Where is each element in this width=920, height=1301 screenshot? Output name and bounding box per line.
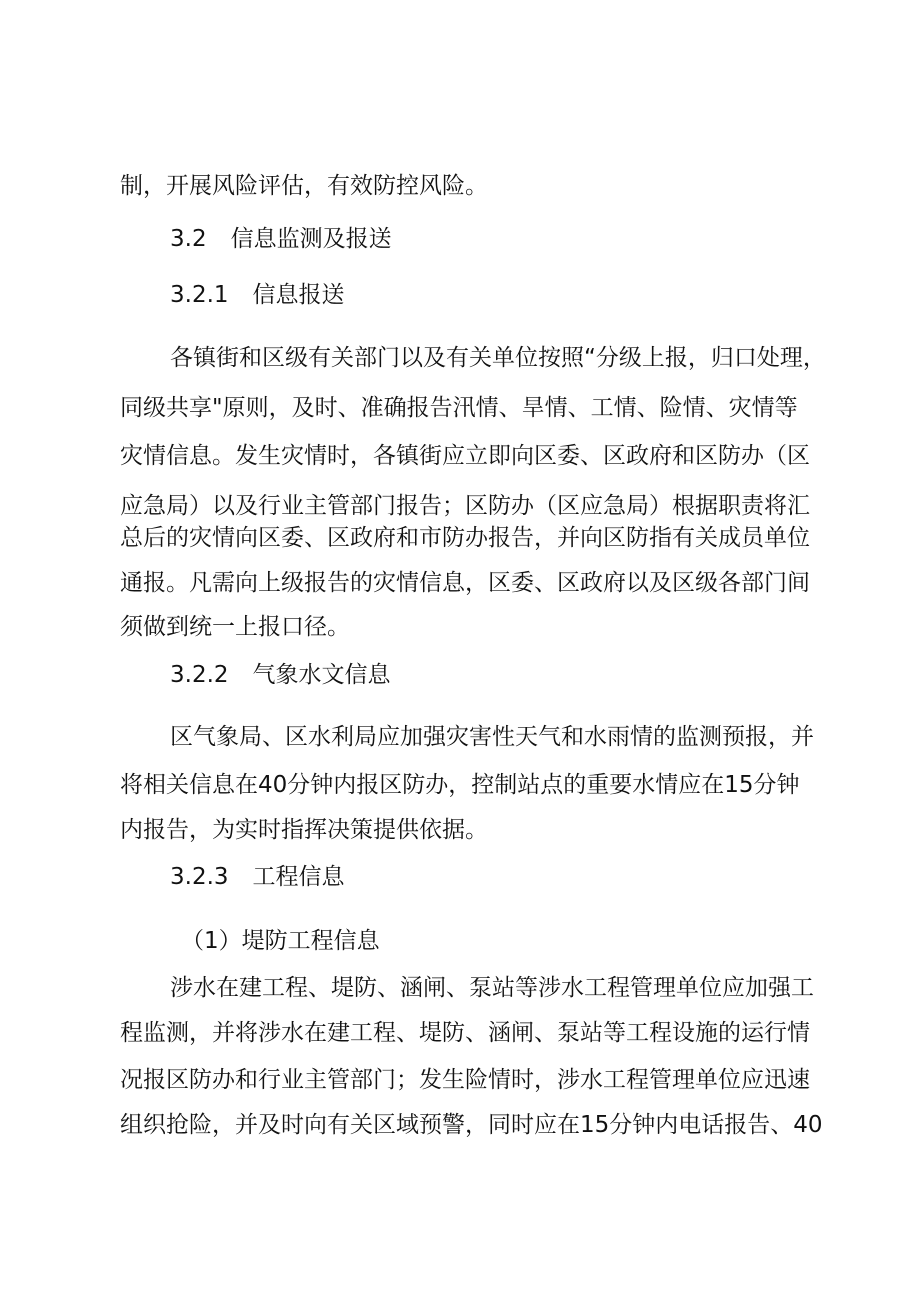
body-line-9: 区气象局、区水利局应加强灾害性天气和水雨情的监测预报，并 (170, 724, 814, 750)
body-line-13: 程监测，并将涉水在建工程、堤防、涵闸、泵站等工程设施的运行情 (120, 1020, 810, 1046)
body-line-7: 通报。凡需向上级报告的灾情信息，区委、区政府以及区级各部门间 (120, 570, 810, 596)
body-line-4: 灾情信息。发生灾情时，各镇街应立即向区委、区政府和区防办（区 (120, 443, 810, 469)
section-number: 3.2 (170, 226, 207, 252)
body-line-10: 将相关信息在40分钟内报区防办，控制站点的重要水情应在15分钟 (120, 772, 800, 798)
section-title: 信息监测及报送 (230, 226, 392, 252)
body-line-15: 组织抢险，并及时向有关区域预警，同时应在15分钟内电话报告、40 (120, 1112, 823, 1138)
body-line-6: 总后的灾情向区委、区政府和市防办报告，并向区防指有关成员单位 (120, 525, 810, 551)
body-line-5: 应急局）以及行业主管部门报告；区防办（区应急局）根据职责将汇 (120, 493, 810, 519)
body-line-8: 须做到统一上报口径。 (120, 614, 350, 640)
section-number: 3.2.1 (170, 282, 229, 308)
body-line-2: 各镇街和区级有关部门以及有关单位按照“分级上报，归口处理， (170, 345, 826, 371)
body-line-14: 况报区防办和行业主管部门；发生险情时，涉水工程管理单位应迅速 (120, 1067, 810, 1093)
section-heading-3-2-1 (170, 280, 870, 310)
section-number: 3.2.3 (170, 864, 229, 890)
list-item-heading: （1）堤防工程信息 (181, 928, 380, 954)
section-heading-3-2-3 (170, 862, 870, 892)
section-heading-3-2 (170, 224, 870, 254)
section-title: 气象水文信息 (252, 662, 391, 688)
section-heading-3-2-2 (170, 660, 870, 690)
body-line-3: 同级共享"原则，及时、准确报告汛情、旱情、工情、险情、灾情等 (120, 395, 798, 421)
section-title: 信息报送 (252, 282, 345, 308)
body-line-1: 制，开展风险评估，有效防控风险。 (120, 173, 488, 199)
body-line-11: 内报告，为实时指挥决策提供依据。 (120, 817, 488, 843)
section-number: 3.2.2 (170, 662, 229, 688)
section-title: 工程信息 (252, 864, 345, 890)
body-line-12: 涉水在建工程、堤防、涵闸、泵站等涉水工程管理单位应加强工 (170, 975, 814, 1001)
